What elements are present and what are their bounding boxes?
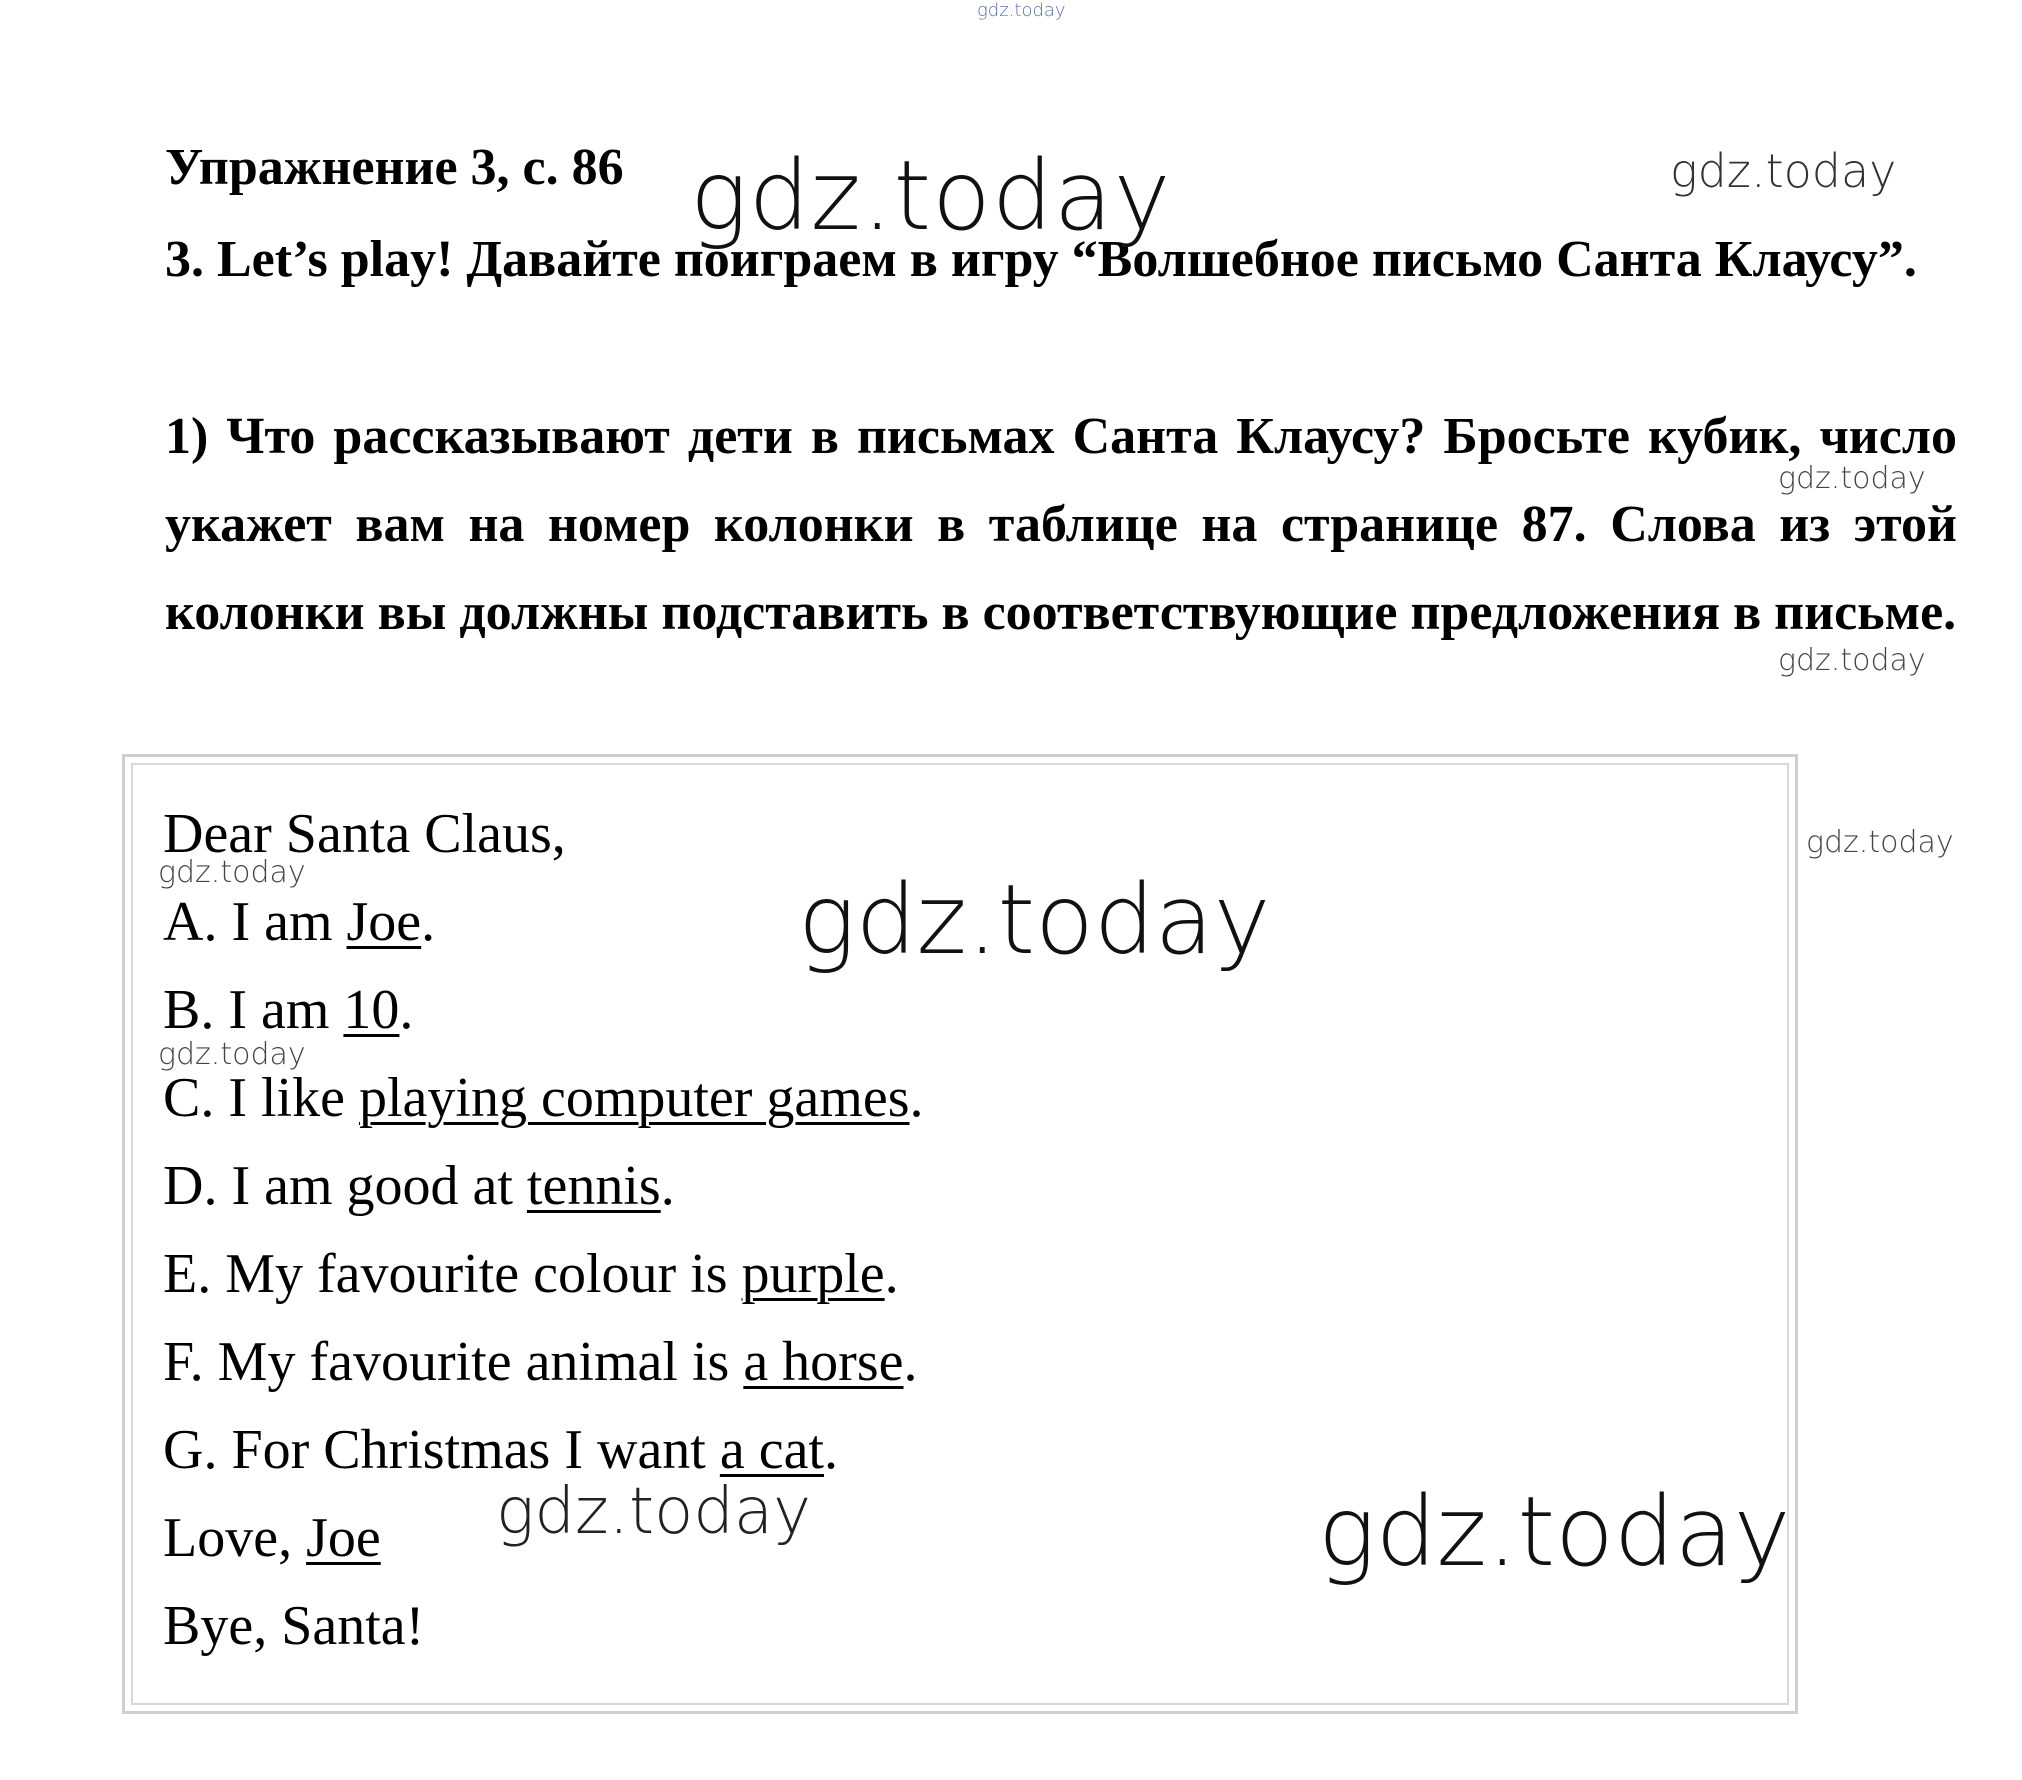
line-answer: a horse — [743, 1331, 904, 1393]
watermark-small: gdz.today — [1670, 144, 1897, 198]
watermark-small: gdz.today — [1778, 461, 1926, 496]
closing-text: Love, — [163, 1507, 307, 1569]
line-answer: 10 — [343, 979, 400, 1041]
watermark-small: gdz.today — [158, 855, 306, 890]
line-answer: Joe — [346, 891, 422, 953]
line-punct: . — [903, 1331, 918, 1393]
line-text: C. I like — [163, 1067, 359, 1129]
task-instruction: 1) Что рассказывают дети в письмах Санта Клаусу? Бросьте кубик, число укажет вам на номер колонки в таблице на странице 87. Слова из этой колонки вы должны подставить в соответствующие предложения в письме. — [165, 408, 1957, 641]
line-text: D. I am good at — [163, 1155, 527, 1217]
line-answer: tennis — [526, 1155, 661, 1217]
watermark-small: gdz.today — [1806, 825, 1954, 860]
watermark-top: gdz.today — [977, 0, 1066, 21]
watermark-medium: gdz.today — [496, 1475, 811, 1549]
line-punct: . — [660, 1155, 675, 1217]
letter-line-f — [163, 1318, 924, 1406]
exercise-heading: Упражнение 3, с. 86 — [165, 139, 624, 196]
line-text: E. My favourite colour is — [163, 1243, 742, 1305]
line-text: B. I am — [163, 979, 344, 1041]
line-text: F. My favourite animal is — [163, 1331, 744, 1393]
watermark-large: gdz.today — [798, 864, 1271, 976]
line-answer: playing computer games — [358, 1067, 910, 1129]
line-answer: a cat — [719, 1419, 824, 1481]
line-punct: . — [909, 1067, 924, 1129]
line-punct: . — [884, 1243, 899, 1305]
line-punct: . — [823, 1419, 838, 1481]
letter-greeting: Dear Santa Claus, — [163, 803, 566, 865]
watermark-large: gdz.today — [1318, 1476, 1791, 1588]
closing-name: Joe — [306, 1507, 381, 1569]
letter-line-e — [163, 1230, 924, 1318]
watermark-small: gdz.today — [158, 1037, 306, 1072]
line-punct: . — [421, 891, 436, 953]
line-text: A. I am — [163, 891, 347, 953]
watermark-large: gdz.today — [690, 140, 1172, 252]
letter-farewell: Bye, Santa! — [163, 1595, 425, 1657]
line-punct: . — [399, 979, 414, 1041]
watermark-small: gdz.today — [1778, 643, 1926, 678]
task-title: 3. Let’s play! Давайте поиграем в игру “Волшебное письмо Санта Клаусу”. — [165, 231, 1917, 288]
line-answer: purple — [741, 1243, 885, 1305]
letter-line-d — [163, 1142, 924, 1230]
line-text: G. For Christmas I want — [163, 1419, 720, 1481]
